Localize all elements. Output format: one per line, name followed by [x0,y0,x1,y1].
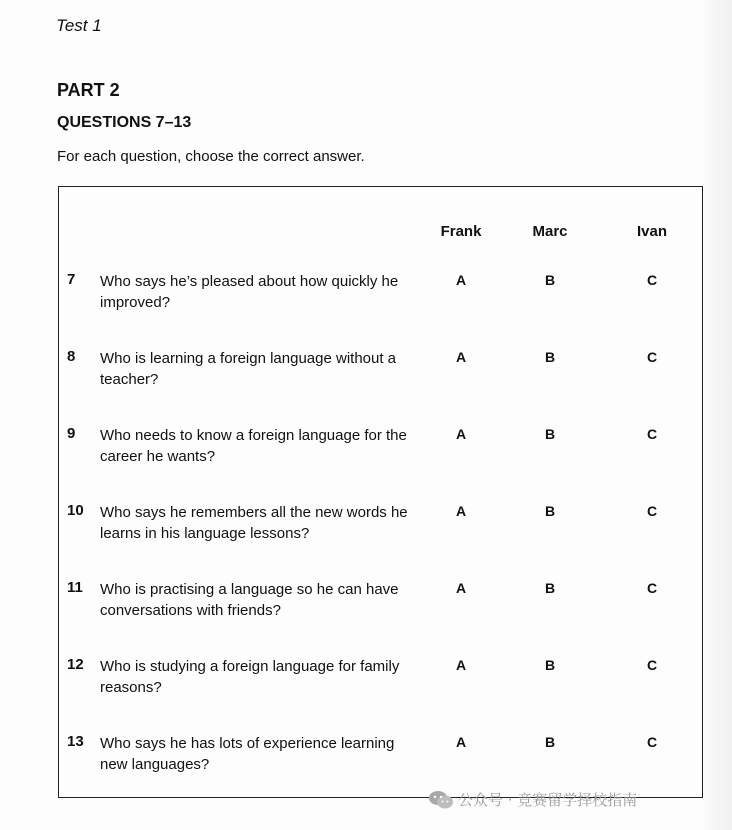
option-b[interactable]: B [544,503,556,519]
option-c[interactable]: C [646,734,658,750]
option-c[interactable]: C [646,580,658,596]
option-b[interactable]: B [544,272,556,288]
question-number: 12 [67,656,84,673]
option-c[interactable]: C [646,503,658,519]
question-text: Who says he has lots of experience learning new languages? [100,735,395,773]
instruction-text: For each question, choose the correct answer. [57,148,365,165]
question-row-12 [59,656,702,716]
question-text: Who is practising a language so he can have conversations with friends? [100,581,399,619]
question-text: Who says he’s pleased about how quickly he improved? [100,273,399,311]
question-row-10 [59,502,702,562]
column-header-marc: Marc [532,223,568,240]
watermark [428,789,637,810]
question-text: Who says he remembers all the new words he learns in his language lessons? [100,504,408,542]
question-text: Who needs to know a foreign language for the career he wants? [100,427,407,465]
wechat-icon [428,790,454,810]
option-b[interactable]: B [544,580,556,596]
answer-table [58,186,703,798]
option-a[interactable]: A [455,580,467,596]
running-title: Test 1 [56,16,102,35]
watermark-text: 公众号 · 竞赛留学择校指南 [458,791,638,809]
question-number: 7 [67,271,76,288]
option-b[interactable]: B [544,426,556,442]
option-b[interactable]: B [544,734,556,750]
question-number: 13 [67,733,84,750]
question-number: 9 [67,425,76,442]
option-c[interactable]: C [646,426,658,442]
question-row-8 [59,348,702,408]
option-c[interactable]: C [646,657,658,673]
question-number: 8 [67,348,76,365]
question-row-13 [59,733,702,793]
questions-heading: QUESTIONS 7–13 [57,114,192,131]
question-text: Who is studying a foreign language for family reasons? [100,658,400,696]
question-number: 10 [67,502,84,519]
page-edge-shadow [704,0,732,830]
question-row-11 [59,579,702,639]
column-header-ivan: Ivan [636,223,667,240]
option-a[interactable]: A [455,426,467,442]
option-c[interactable]: C [646,349,658,365]
option-b[interactable]: B [544,657,556,673]
option-b[interactable]: B [544,349,556,365]
question-row-9 [59,425,702,485]
option-a[interactable]: A [455,272,467,288]
question-number: 11 [67,579,83,596]
option-a[interactable]: A [455,503,467,519]
option-c[interactable]: C [646,272,658,288]
option-a[interactable]: A [455,734,467,750]
option-a[interactable]: A [455,349,467,365]
question-row-7 [59,271,702,331]
question-text: Who is learning a foreign language without a teacher? [100,350,397,388]
option-a[interactable]: A [455,657,467,673]
column-header-frank: Frank [440,223,482,240]
part-title: PART 2 [57,80,120,100]
